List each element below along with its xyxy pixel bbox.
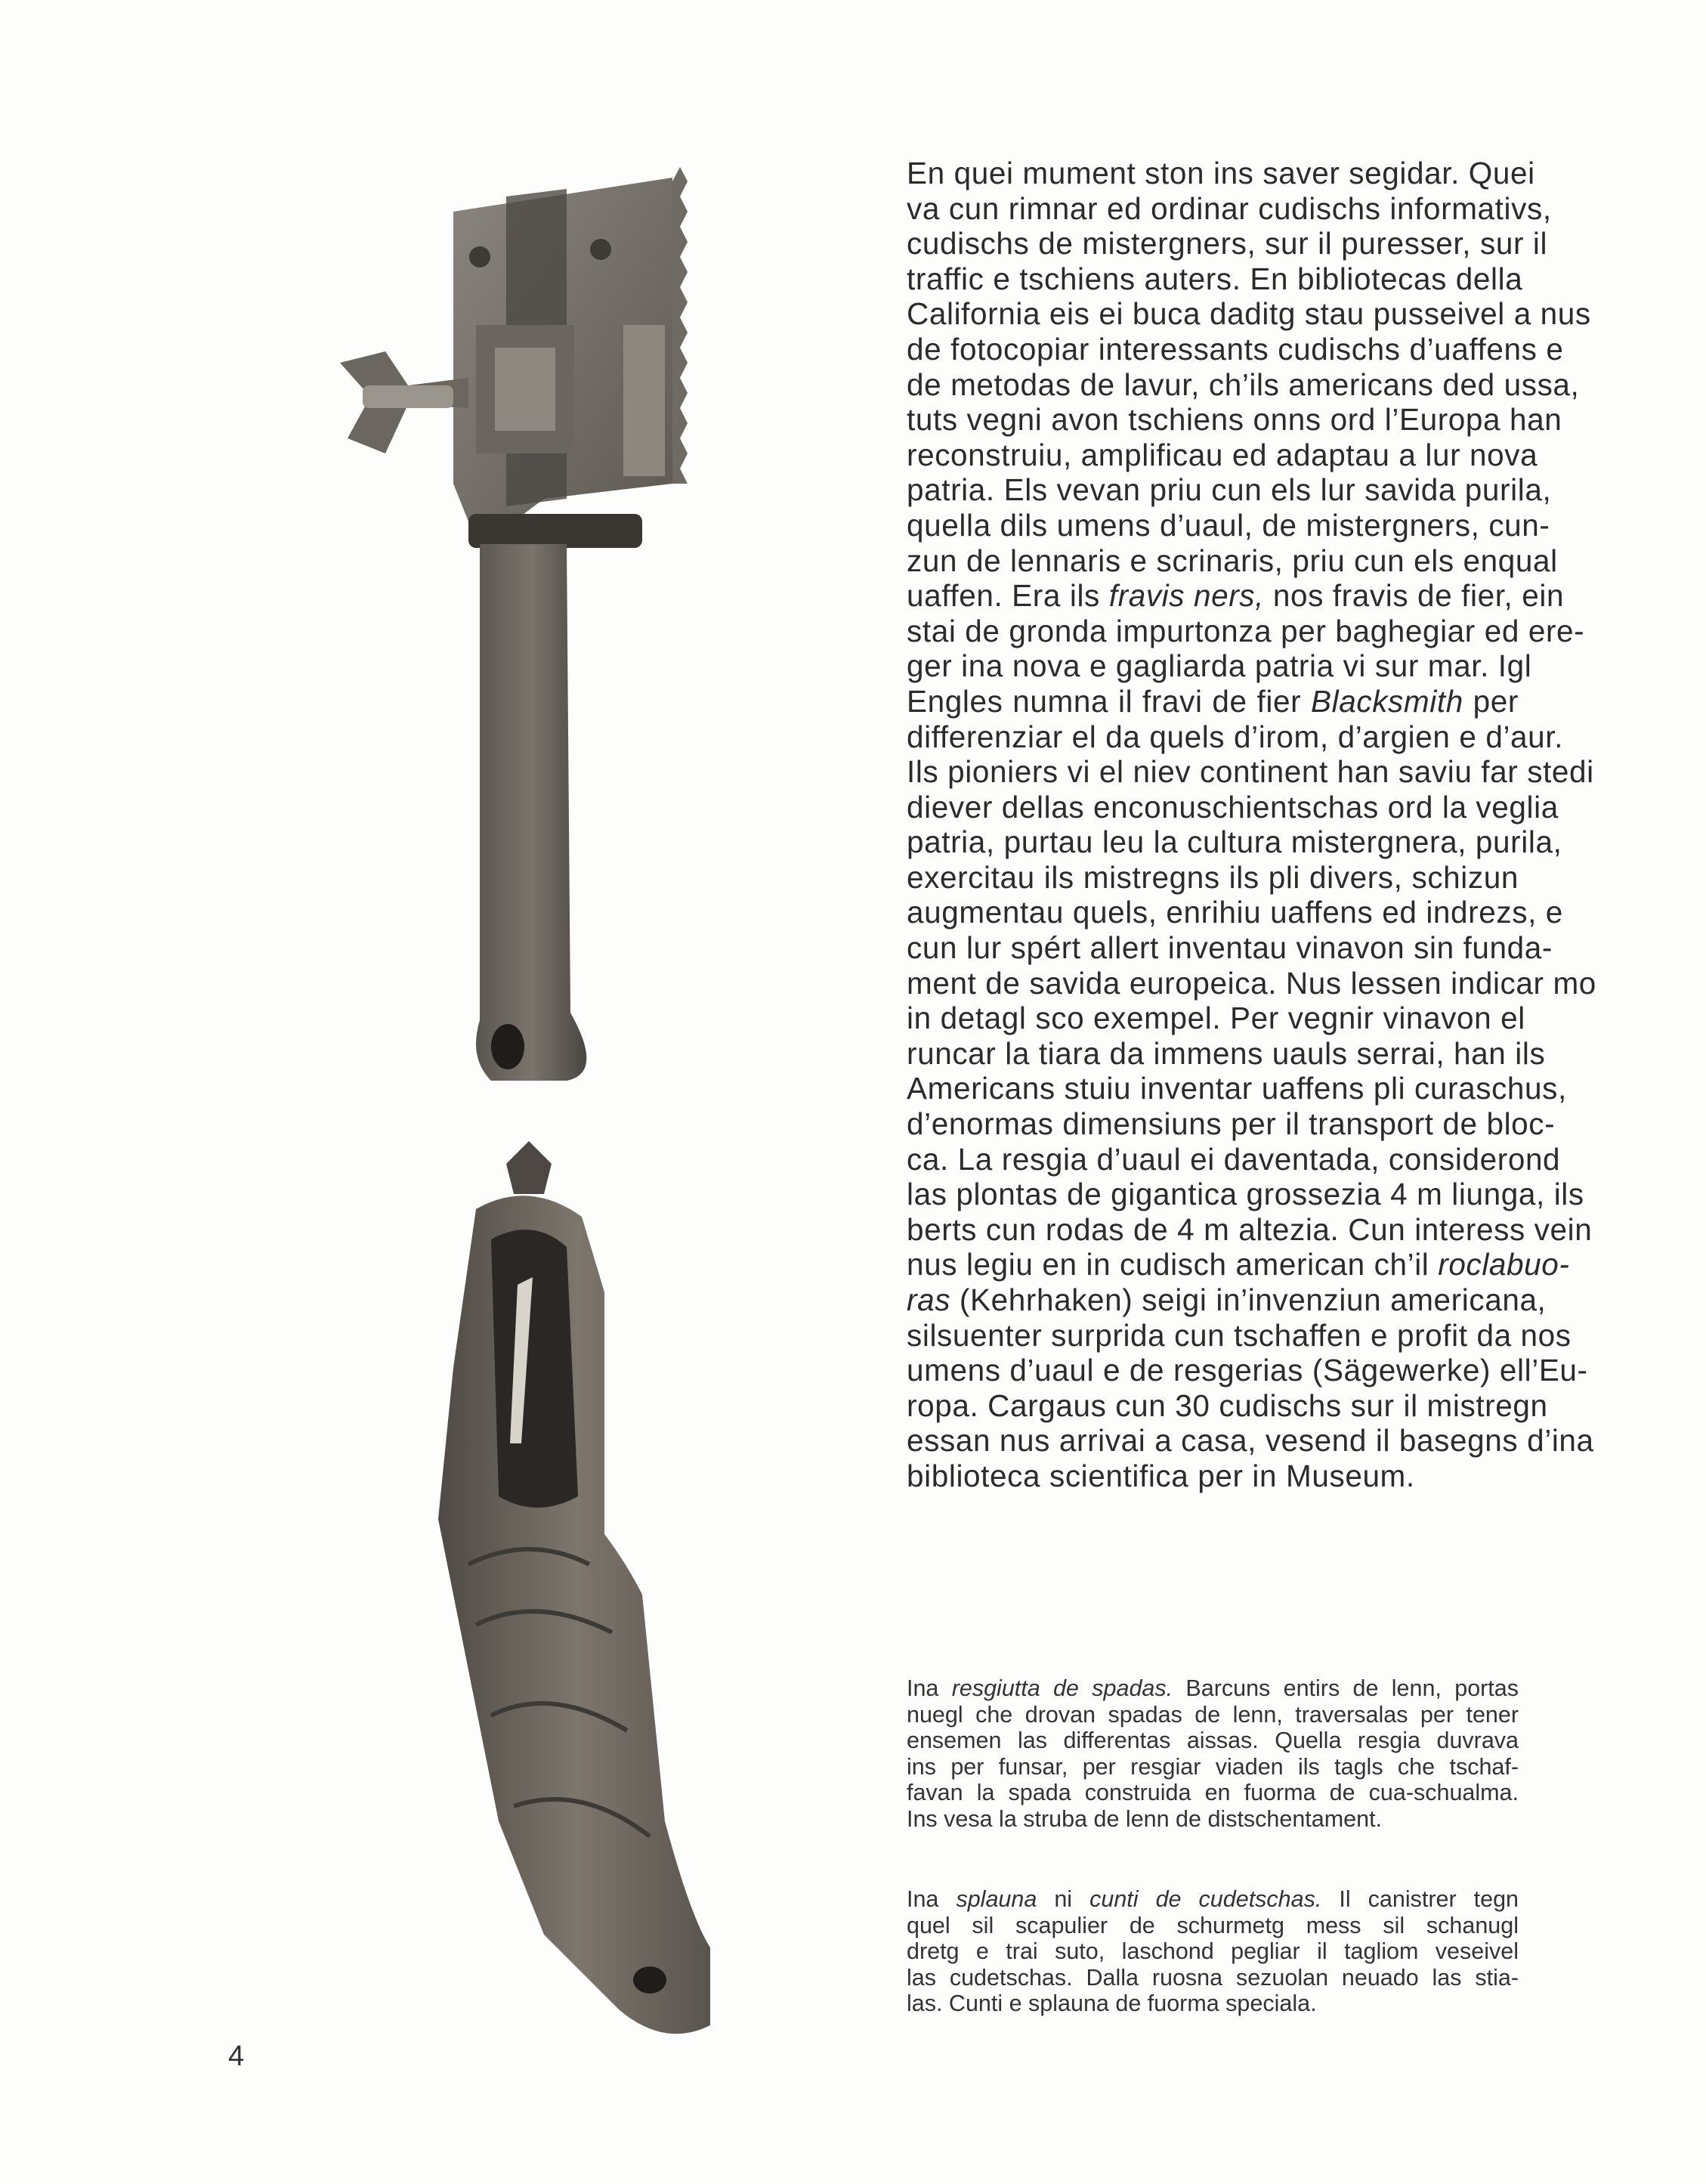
text-line xyxy=(907,1247,1570,1282)
italic-term: ras xyxy=(907,1282,951,1317)
text-line: de fotocopiar interessants cudischs d’uaffens e xyxy=(907,331,1564,367)
text-line: Ins vesa la struba de lenn de distschentament. xyxy=(907,1805,1383,1832)
text-line: stai de gronda impurtonza per baghegiar ed ere- xyxy=(907,613,1585,648)
text-line: va cun rimnar ed ordinar cudischs informativs, xyxy=(907,190,1552,226)
text-line: d’enormas dimensiuns per il transport de bloc- xyxy=(907,1106,1556,1142)
text-line: las. Cunti e splauna de fuorma speciala. xyxy=(907,1991,1317,2016)
text-segment: Il canistrer tegn xyxy=(1321,1886,1519,1912)
main-text-column xyxy=(907,156,1596,1494)
italic-term: fravis ners, xyxy=(1108,578,1265,614)
italic-term: splauna xyxy=(956,1886,1037,1912)
italic-term: roclabuo- xyxy=(1438,1247,1570,1282)
text-line xyxy=(907,684,1519,719)
text-line: cudischs de mistergners, sur il puresser, sur il xyxy=(907,226,1548,261)
text-line xyxy=(907,1886,1519,1913)
text-segment: nus legiu en in cudisch american ch’il xyxy=(907,1247,1439,1282)
text-line: ger ina nova e gagliarda patria vi sur mar. Igl xyxy=(907,648,1532,684)
italic-term: Blacksmith xyxy=(1311,683,1463,719)
text-line: tuts vegni avon tschiens onns ord l’Europa han xyxy=(907,402,1562,438)
text-line: ment de savida europeica. Nus lessen indicar mo xyxy=(907,965,1596,1001)
text-line: las cudetschas. Dalla ruosna sezuolan neuado las stia- xyxy=(907,1964,1519,1991)
text-line: Ils pioniers vi el niev continent han saviu far stedi xyxy=(907,754,1594,790)
italic-term: cunti de cudetschas. xyxy=(1089,1886,1322,1912)
text-line: ca. La resgia d’uaul ei daventada, considerond xyxy=(907,1141,1561,1177)
text-line: essan nus arrivai a casa, vesend il basegns d’ina xyxy=(907,1423,1594,1459)
text-line: de metodas de lavur, ch’ils americans ded ussa, xyxy=(907,367,1580,402)
text-line: cun lur spért allert inventau vinavon sin funda- xyxy=(907,930,1553,966)
text-segment: (Kehrhaken) seigi in’invenziun americana, xyxy=(950,1282,1547,1317)
saw-photograph xyxy=(317,166,710,1088)
text-segment: Ina xyxy=(907,1886,957,1912)
text-line: umens d’uaul e de resgerias (Sägewerke) ell’Eu- xyxy=(907,1353,1588,1388)
text-line: favan la spada construida en fuorma de cua-schualma. xyxy=(907,1780,1519,1805)
text-segment: Engles numna il fravi de fier xyxy=(907,683,1312,719)
text-line: runcar la tiara da immens uauls serrai, han ils xyxy=(907,1035,1546,1071)
text-line: patria. Els vevan priu cun els lur savida purila, xyxy=(907,472,1552,508)
text-line: diever dellas enconuschientschas ord la veglia xyxy=(907,789,1559,824)
text-line xyxy=(907,1675,1519,1702)
text-line: patria, purtau leu la cultura mistergnera, purila, xyxy=(907,824,1562,860)
text-line: exercitau ils mistregns ils pli divers, schizun xyxy=(907,859,1519,895)
text-line: silsuenter surprida cun tschaffen e profit da nos xyxy=(907,1317,1572,1353)
text-line: ensemen las differentas aissas. Quella resgia duvrava xyxy=(907,1728,1519,1753)
text-segment: nos fravis de fier, ein xyxy=(1264,578,1565,614)
text-segment: Ina xyxy=(907,1675,952,1701)
text-line: berts cun rodas de 4 m altezia. Cun interess vein xyxy=(907,1211,1593,1247)
text-segment: uaffen. Era ils xyxy=(907,578,1109,614)
text-line xyxy=(907,578,1565,614)
caption-resgiutta xyxy=(907,1675,1519,1832)
text-line: differenziar el da quels d’irom, d’argien e d’aur. xyxy=(907,719,1563,754)
text-line: zun de lennaris e scrinaris, priu cun els enqual xyxy=(907,543,1558,578)
text-line: augmentau quels, enrihiu uaffens ed indrezs, e xyxy=(907,895,1563,930)
text-line: reconstruiu, amplificau ed adaptau a lur nova xyxy=(907,437,1538,472)
text-segment: ni xyxy=(1037,1886,1090,1912)
text-segment: Barcuns entirs de lenn, portas xyxy=(1173,1675,1519,1701)
text-line: biblioteca scientifica per in Museum. xyxy=(907,1458,1415,1493)
text-line: quella dils umens d’uaul, de mistergners, cun- xyxy=(907,507,1550,543)
text-line: dretg e trai suto, laschond pegliar il tagliom veseivel xyxy=(907,1938,1519,1964)
italic-term: resgiutta de spadas. xyxy=(951,1675,1173,1701)
text-line: quel sil scapulier de schurmetg mess sil schanugl xyxy=(907,1912,1519,1938)
text-line: En quei mument ston ins saver segidar. Quei xyxy=(907,156,1535,190)
caption-splauna xyxy=(907,1886,1519,2017)
splauna-photograph xyxy=(393,1141,710,2063)
text-line: California eis ei buca daditg stau pusseivel a nus xyxy=(907,296,1591,332)
text-line: traffic e tschiens auters. En bibliotecas della xyxy=(907,261,1523,296)
text-line: ropa. Cargaus cun 30 cudischs sur il mistregn xyxy=(907,1387,1548,1423)
text-line: Americans stuiu inventar uaffens pli curaschus, xyxy=(907,1071,1567,1106)
text-line: las plontas de gigantica grossezia 4 m liunga, ils xyxy=(907,1177,1584,1212)
text-line: in detagl sco exempel. Per vegnir vinavon el xyxy=(907,1001,1525,1036)
text-line: nuegl che drovan spadas de lenn, traversalas per tener xyxy=(907,1701,1519,1728)
text-line xyxy=(907,1282,1547,1318)
page-number: 4 xyxy=(228,2040,245,2072)
text-line: ins per funsar, per resgiar viaden ils tagls che tschaf- xyxy=(907,1753,1519,1780)
text-segment: per xyxy=(1463,683,1519,719)
